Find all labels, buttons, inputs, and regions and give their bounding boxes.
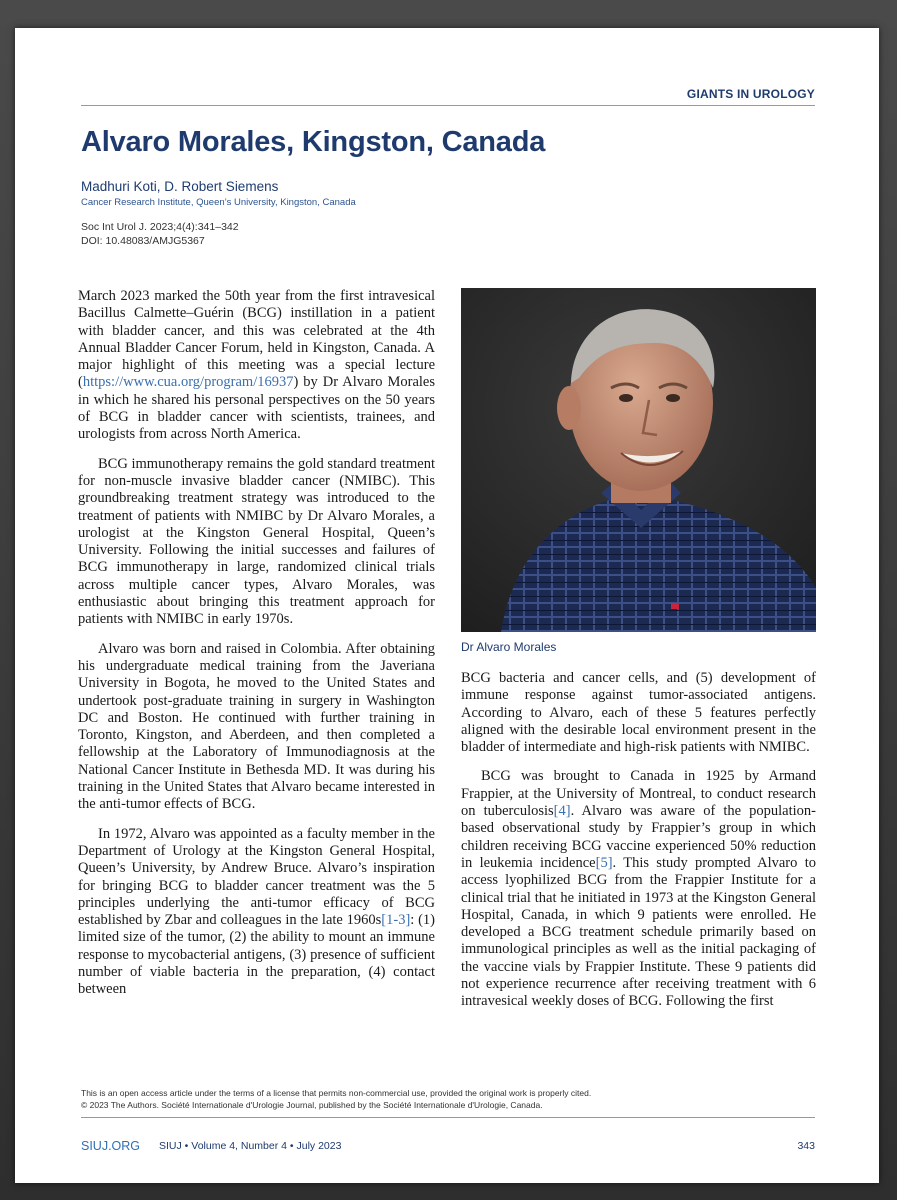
paragraph-bcg-immunotherapy: BCG immunotherapy remains the gold standard treatment for non-muscle invasive bladder cancer (NMIBC). This groundbreaking treatment strategy was introduced to the treatment of patients with NMIBC by Dr Alvaro Morales, a urologist at the Kingston General Hospital, Queen’s University. Following the initial successes and failures of BCG immunotherapy in large, randomized clinical trials across multiple cancer types, Alvaro Morales, was enthusiastic about bringing this treatment approach for patients with NMIBC in early 1970s. [78, 455, 435, 628]
affiliation: Cancer Research Institute, Queen’s University, Kingston, Canada [81, 197, 356, 208]
authors: Madhuri Koti, D. Robert Siemens [81, 179, 279, 194]
left-column [78, 288, 435, 1011]
reference-link[interactable]: [1-3] [381, 912, 411, 929]
portrait-photo [461, 288, 816, 632]
portrait-image [461, 288, 816, 632]
journal-issue: SIUJ • Volume 4, Number 4 • July 2023 [159, 1140, 342, 1152]
right-column [461, 670, 816, 1023]
figure-caption: Dr Alvaro Morales [461, 640, 557, 654]
paragraph-intro: March 2023 marked the 50th year from the first intravesical Bacillus Calmette–Guérin (BCG) instillation in a patient with bladder cancer, and this was celebrated at the 4th Annual Bladder Cancer Forum, held in Kingston, Canada. A major highlight of this meeting was a special lecture (https://www.cua.org/program/16937) by Dr Alvaro Morales in which he shared his personal perspectives on the 50 years of BCG in bladder cancer with scientists, trainees, and urologists from across North America. [78, 288, 435, 443]
doi: DOI: 10.48083/AMJG5367 [81, 235, 205, 247]
article-title: Alvaro Morales, Kingston, Canada [81, 126, 546, 158]
paragraph-bcg-canada: BCG was brought to Canada in 1925 by Armand Frappier, at the University of Montreal, to conduct research on tuberculosis[4]. Alvaro was aware of the population-based observational study by Frappier’s group in which children receiving BCG vaccine experienced 50% reduction in leukemia incidence[5]. This study prompted Alvaro to access lyophilized BCG from the Frappier Institute for a clinical trial that he initiated in 1973 at the Kingston General Hospital, Canada, in which 9 patients were enrolled. He developed a BCG treatment schedule primarily based on immunological principles as well as the initial packaging of the vaccine vials by Frappier Institute. These 9 patients did not experience recurrence after receiving treatment with 6 intravesical weekly doses of BCG. Following the first [461, 768, 817, 1010]
license-line: This is an open access article under the terms of a license that permits non-commercial use, provided the original work is properly cited. [81, 1088, 592, 1098]
paragraph-biography: Alvaro was born and raised in Colombia. After obtaining his undergraduate medical training from the Javeriana University in Bogota, he moved to the United States and undertook post-graduate training in surgery in Washington DC and Boston. He continued with further training in Toronto, Kingston, and Aberdeen, and then completed a fellowship at the Laboratory of Immunodiagnosis at the National Cancer Institute in Bethesda MD. It was during his training in the United States that Alvaro became interested in the anti-tumor effects of BCG. [78, 640, 435, 813]
reference-link[interactable]: [5] [595, 854, 613, 871]
journal-citation: Soc Int Urol J. 2023;4(4):341–342 [81, 221, 239, 233]
page-number: 343 [797, 1140, 815, 1152]
journal-site-link[interactable]: SIUJ.ORG [81, 1139, 141, 1153]
section-label: GIANTS IN UROLOGY [686, 87, 815, 101]
copyright-line: © 2023 The Authors. Société Internationale d'Urologie Journal, published by the Société Internationale d'Urologie, Canada. [81, 1100, 543, 1110]
lecture-link[interactable]: https://www.cua.org/program/16937 [82, 374, 294, 391]
header-divider [81, 105, 815, 106]
article-page [15, 28, 879, 1183]
citation-block [81, 220, 239, 248]
license-notice [81, 1087, 821, 1111]
footer-divider [81, 1117, 815, 1118]
paragraph-kingston: In 1972, Alvaro was appointed as a faculty member in the Department of Urology at the Kingston General Hospital, Queen’s University, by Andrew Bruce. Alvaro’s inspiration for bringing BCG to bladder cancer treatment was the 5 principles underlying the anti-tumor efficacy of BCG established by Zbar and colleagues in the late 1960s[1-3]: (1) limited size of the tumor, (2) the ability to mount an immune response to mycobacterial antigens, (3) presence of sufficient number of viable bacteria in the preparation, (4) contact between [78, 825, 436, 998]
reference-link[interactable]: [4] [553, 803, 571, 820]
paragraph-principles-cont: BCG bacteria and cancer cells, and (5) development of immune response against tumor-associated antigens. According to Alvaro, each of these 5 features perfectly aligned with the desirable local environment present in the bladder of intermediate and high-risk patients with NMIBC. [461, 670, 816, 756]
